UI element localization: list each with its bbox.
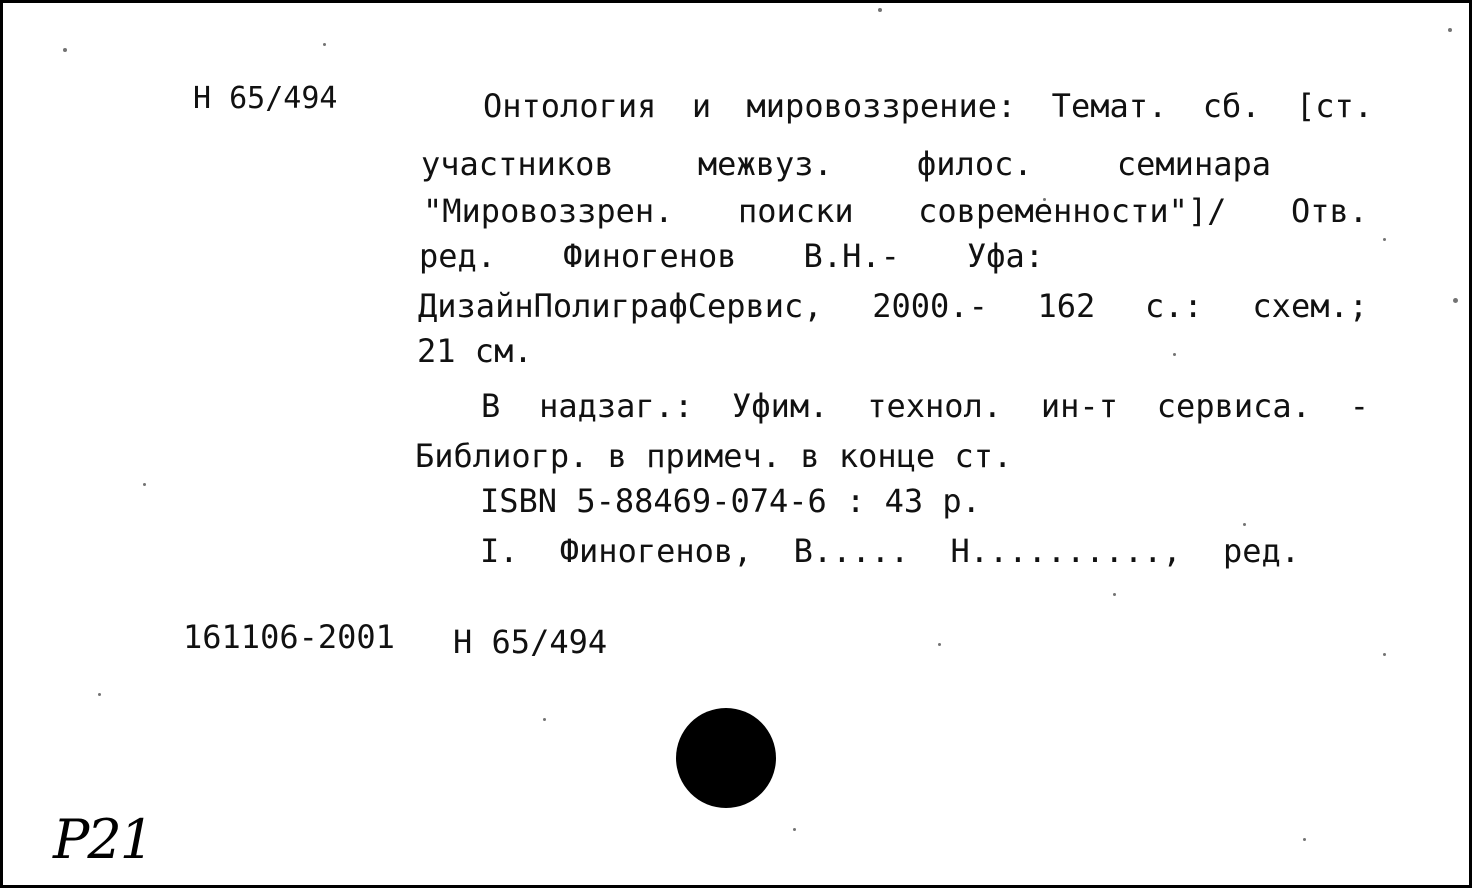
- punch-hole: [676, 708, 776, 808]
- speck: [793, 828, 796, 831]
- title-line-1: Онтология и мировоззрение: Темат. сб. [ст.: [483, 87, 1373, 125]
- speck: [143, 483, 146, 486]
- speck: [98, 693, 101, 696]
- handwritten-mark: Р21: [53, 808, 153, 871]
- shelfmark: Н 65/494: [193, 81, 338, 116]
- added-entry: I. Финогенов, В..... Н.........., ред.: [480, 532, 1300, 570]
- isbn-line: ISBN 5-88469-074-6 : 43 р.: [480, 482, 981, 520]
- speck: [323, 43, 326, 46]
- footer-shelfmark: Н 65/494: [453, 623, 608, 661]
- speck: [1448, 28, 1452, 32]
- note-line-2: Библиогр. в примеч. в конце ст.: [415, 437, 1013, 475]
- title-line-3: "Мировоззрен. поиски современности"]/ Отв.: [423, 192, 1368, 230]
- note-line-1: В надзаг.: Уфим. технол. ин-т сервиса. -: [481, 387, 1369, 425]
- title-line-5: ДизайнПолиграфСервис, 2000.- 162 с.: схем.;: [418, 287, 1368, 325]
- speck: [63, 48, 67, 52]
- accession-number: 161106-2001: [183, 618, 395, 656]
- speck: [1113, 593, 1116, 596]
- speck: [938, 643, 941, 646]
- speck: [1303, 838, 1306, 841]
- title-line-4: ред. Финогенов В.Н.- Уфа:: [419, 237, 1044, 275]
- speck: [543, 718, 546, 721]
- speck: [1383, 653, 1386, 656]
- speck: [878, 8, 882, 12]
- speck: [1453, 298, 1458, 303]
- speck: [1383, 238, 1386, 241]
- speck: [1173, 353, 1176, 356]
- title-line-2: участников межвуз. филос. семинара: [421, 145, 1271, 183]
- speck: [1243, 523, 1246, 526]
- title-line-6: 21 см.: [417, 332, 533, 370]
